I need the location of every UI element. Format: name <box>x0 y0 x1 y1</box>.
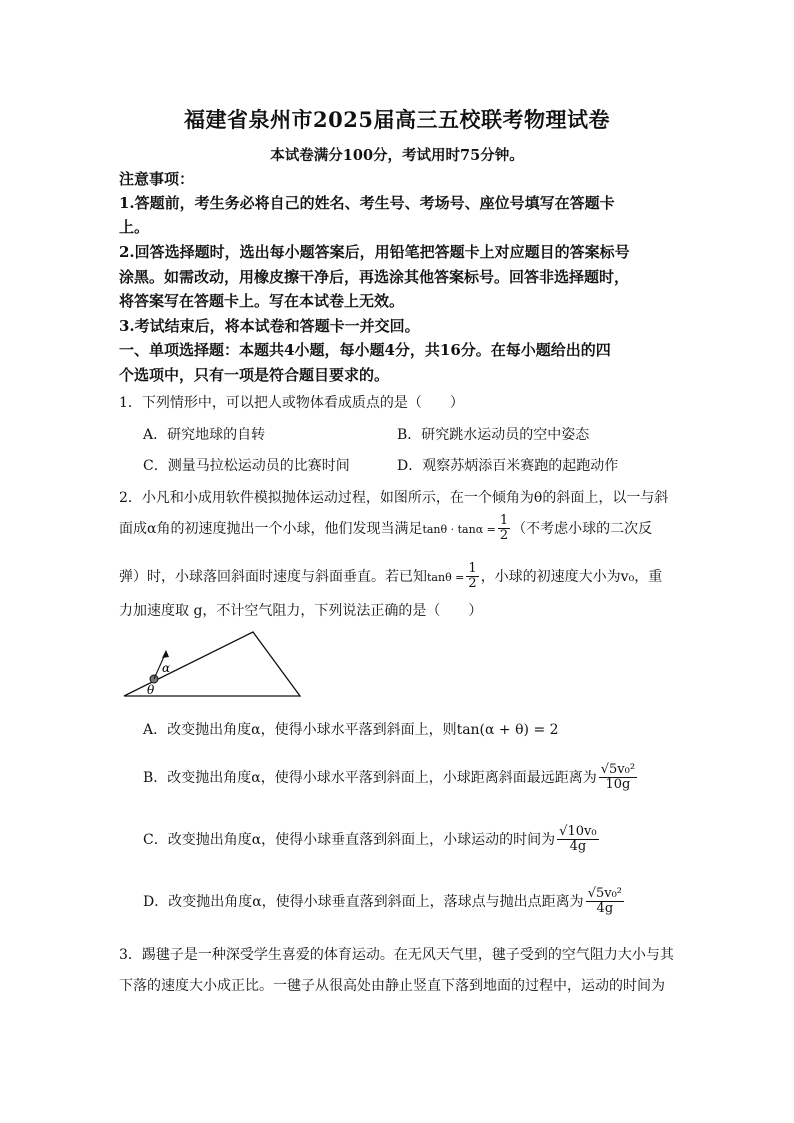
q2-option-c: C．改变抛出角度α，使得小球垂直落到斜面上，小球运动的时间为 $\frac{\text{√10v₀}}{4g}$ <box>143 824 597 855</box>
notice-line-4: 涂黑。如需改动，用橡皮擦干净后，再选涂其他答案标号。回答非选择题时， <box>119 268 630 286</box>
theta-label: θ <box>147 683 155 697</box>
q1-stem: 1．下列情形中，可以把人或物体看成质点的是（ ） <box>119 395 464 411</box>
q2-line-4: 力加速度取 g，不计空气阻力，下列说法正确的是（ ） <box>119 603 483 619</box>
velocity-arrowhead <box>162 650 169 658</box>
q2-line-1: 2．小凡和小成用软件模拟抛体运动过程，如图所示，在一个倾角为θ的斜面上，以一与斜 <box>119 490 669 506</box>
q2-fraction-half-2: $\frac{1}{2}$ <box>468 561 477 592</box>
q1-option-c: C．测量马拉松运动员的比赛时间 <box>143 458 350 474</box>
q3-line-1: 3．踢毽子是一种深受学生喜爱的体育运动。在无风天气里，毽子受到的空气阻力大小与其 <box>119 947 674 963</box>
q3-line-2: 下落的速度大小成正比。一毽子从很高处由静止竖直下落到地面的过程中，运动的时间为 <box>119 978 665 994</box>
notice-line-1: 1.答题前，考生务必将自己的姓名、考生号、考场号、座位号填写在答题卡 <box>119 194 615 212</box>
notice-line-5: 将答案写在答题卡上。写在本试卷上无效。 <box>119 292 405 310</box>
notice-heading: 注意事项： <box>119 170 195 188</box>
q1-option-d: D．观察苏炳添百米赛跑的起跑动作 <box>397 458 619 474</box>
notice-line-3: 2.回答选择题时，选出每小题答案后，用铅笔把答题卡上对应题目的答案标号 <box>119 243 630 261</box>
q2-option-b-fraction: $\frac{\text{√5v₀²}}{10g}$ <box>600 762 636 793</box>
section-heading-line-2: 个选项中，只有一项是符合题目要求的。 <box>119 366 390 384</box>
notice-line-6: 3.考试结束后，将本试卷和答题卡一并交回。 <box>119 317 420 335</box>
q2-option-d-fraction: $\frac{\text{√5v₀²}}{4g}$ <box>587 886 623 917</box>
notice-line-2: 上。 <box>119 218 150 236</box>
q2-line-3: 弹）时，小球落回斜面时速度与斜面垂直。若已知tanθ = $\frac{1}{2}$ ，小球的初速度大小为v₀，重 <box>119 561 663 592</box>
q2-line-2: 面成α角的初速度抛出一个小球，他们发现当满足tanθ · tanα = $\frac{1}{2}$ （不考虑小球的二次反 <box>119 513 653 544</box>
alpha-label: α <box>162 661 171 675</box>
q2-option-d: D．改变抛出角度α，使得小球垂直落到斜面上，落球点与抛出点距离为 $\frac{\text{√5v₀²}}{4g}$ <box>143 886 623 917</box>
q2-fraction-half: $\frac{1}{2}$ <box>499 513 509 544</box>
q2-option-a: A．改变抛出角度α，使得小球水平落到斜面上，则tan(α + θ) = 2 <box>143 722 559 738</box>
q2-tan-product: tanθ · tanα = <box>422 522 496 536</box>
exam-subtitle: 本试卷满分100分，考试用时75分钟。 <box>270 147 524 164</box>
q2-option-c-fraction: $\frac{\text{√10v₀}}{4g}$ <box>559 824 597 855</box>
q1-option-a: A．研究地球的自转 <box>143 427 266 443</box>
q2-tan-theta: tanθ = <box>427 570 465 584</box>
incline-diagram <box>122 628 306 702</box>
exam-title: 福建省泉州市2025届高三五校联考物理试卷 <box>184 107 610 132</box>
q2-option-b: B．改变抛出角度α，使得小球水平落到斜面上，小球距离斜面最远距离为 $\frac{\text{√5v₀²}}{10g}$ <box>143 762 636 793</box>
q1-option-b: B．研究跳水运动员的空中姿态 <box>397 427 590 443</box>
section-heading-line-1: 一、单项选择题：本题共4小题，每小题4分，共16分。在每小题给出的四 <box>119 341 611 359</box>
